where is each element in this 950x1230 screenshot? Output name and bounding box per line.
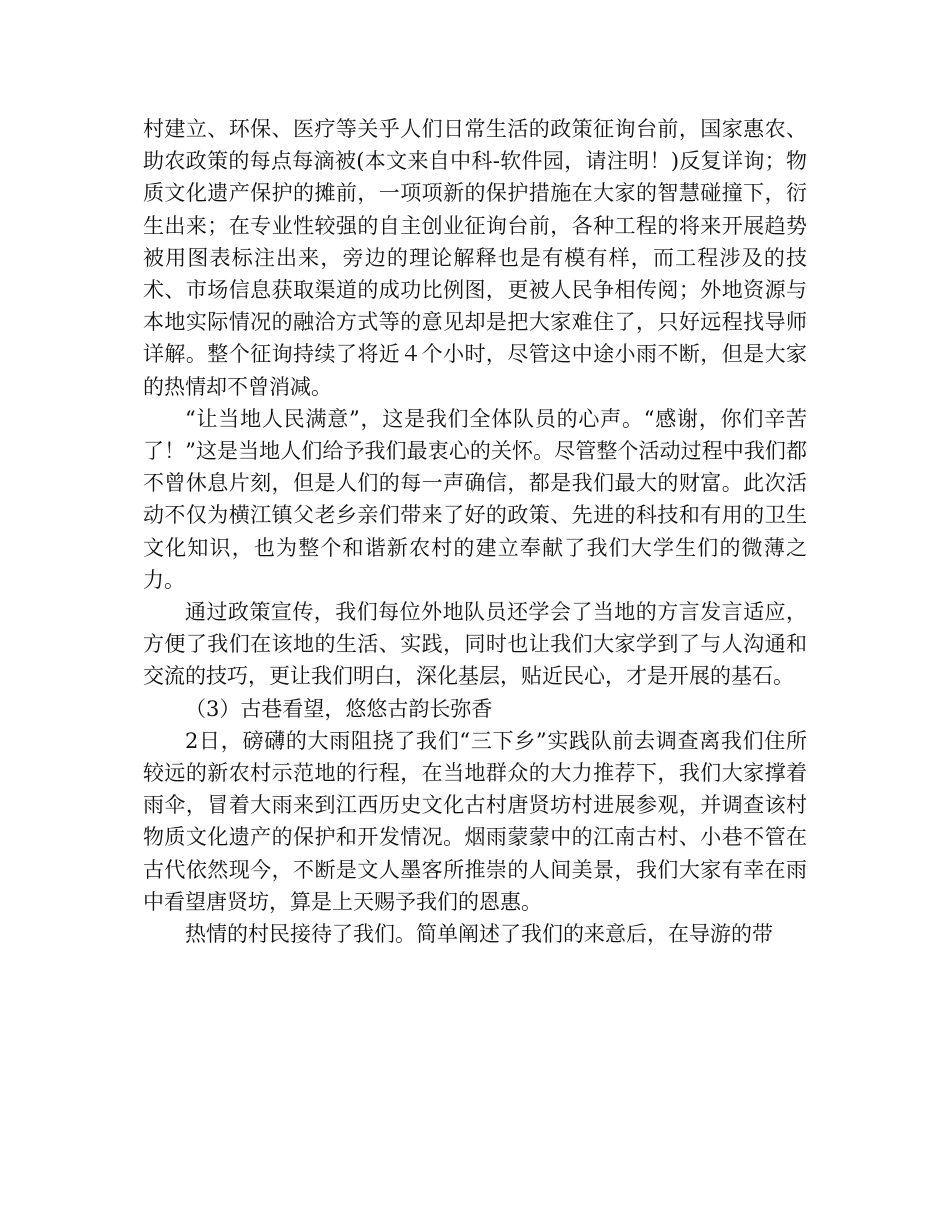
document-page bbox=[143, 113, 807, 950]
paragraph-ancient-village-visit: 2日，磅礴的大雨阻挠了我们“三下乡”实践队前去调查离我们住所较远的新农村示范地的行程，在当地群众的大力推荐下，我们大家撑着雨伞，冒着大雨来到江西历史文化古村唐贤坊村进展参观，并调查该村物质文化遗产的保护和开发情况。烟雨蒙蒙中的江南古村、小巷不管在古代依然现今，不断是文人墨客所推崇的人间美景，我们大家有幸在雨中看望唐贤坊，算是上天赐予我们的恩惠。 bbox=[143, 728, 807, 914]
paragraph-people-satisfied: “让当地人民满意”，这是我们全体队员的心声。“感谢，你们辛苦了！”这是当地人们给予我们最衷心的关怀。尽管整个活动过程中我们都不曾休息片刻，但是人们的每一声确信，都是我们最大的财富。此次活动不仅为横江镇父老乡亲们带来了好的政策、先进的科技和有用的卫生文化知识，也为整个和谐新农村的建立奉献了我们大学生们的微薄之力。 bbox=[143, 406, 807, 592]
section-heading: （3）古巷看望，悠悠古韵长弥香 bbox=[185, 696, 493, 721]
paragraph-policy-consultation: 村建立、环保、医疗等关乎人们日常生活的政策征询台前，国家惠农、助农政策的每点每滴被(本文来自中科-软件园，请注明！)反复详询；物质文化遗产保护的摊前，一项项新的保护措施在大家的智慧碰撞下，衍生出来；在专业性较强的自主创业征询台前，各种工程的将来开展趋势被用图表标注出来，旁边的理论解释也是有模有样，而工程涉及的技术、市场信息获取渠道的成功比例图，更被人民争相传阅；外地资源与本地实际情况的融洽方式等的意见却是把大家难住了，只好远程找导师详解。整个征询持续了将近４个小时，尽管这中途小雨不断，但是大家的热情却不曾消减。 bbox=[143, 117, 807, 399]
paragraph-villagers-welcome: 热情的村民接待了我们。简单阐述了我们的来意后，在导游的带 bbox=[185, 922, 773, 947]
paragraph-policy-promotion: 通过政策宣传，我们每位外地队员还学会了当地的方言发言适应，方便了我们在该地的生活、实践，同时也让我们大家学到了与人沟通和交流的技巧，更让我们明白，深化基层，贴近民心，才是开展的基石。 bbox=[143, 600, 807, 689]
